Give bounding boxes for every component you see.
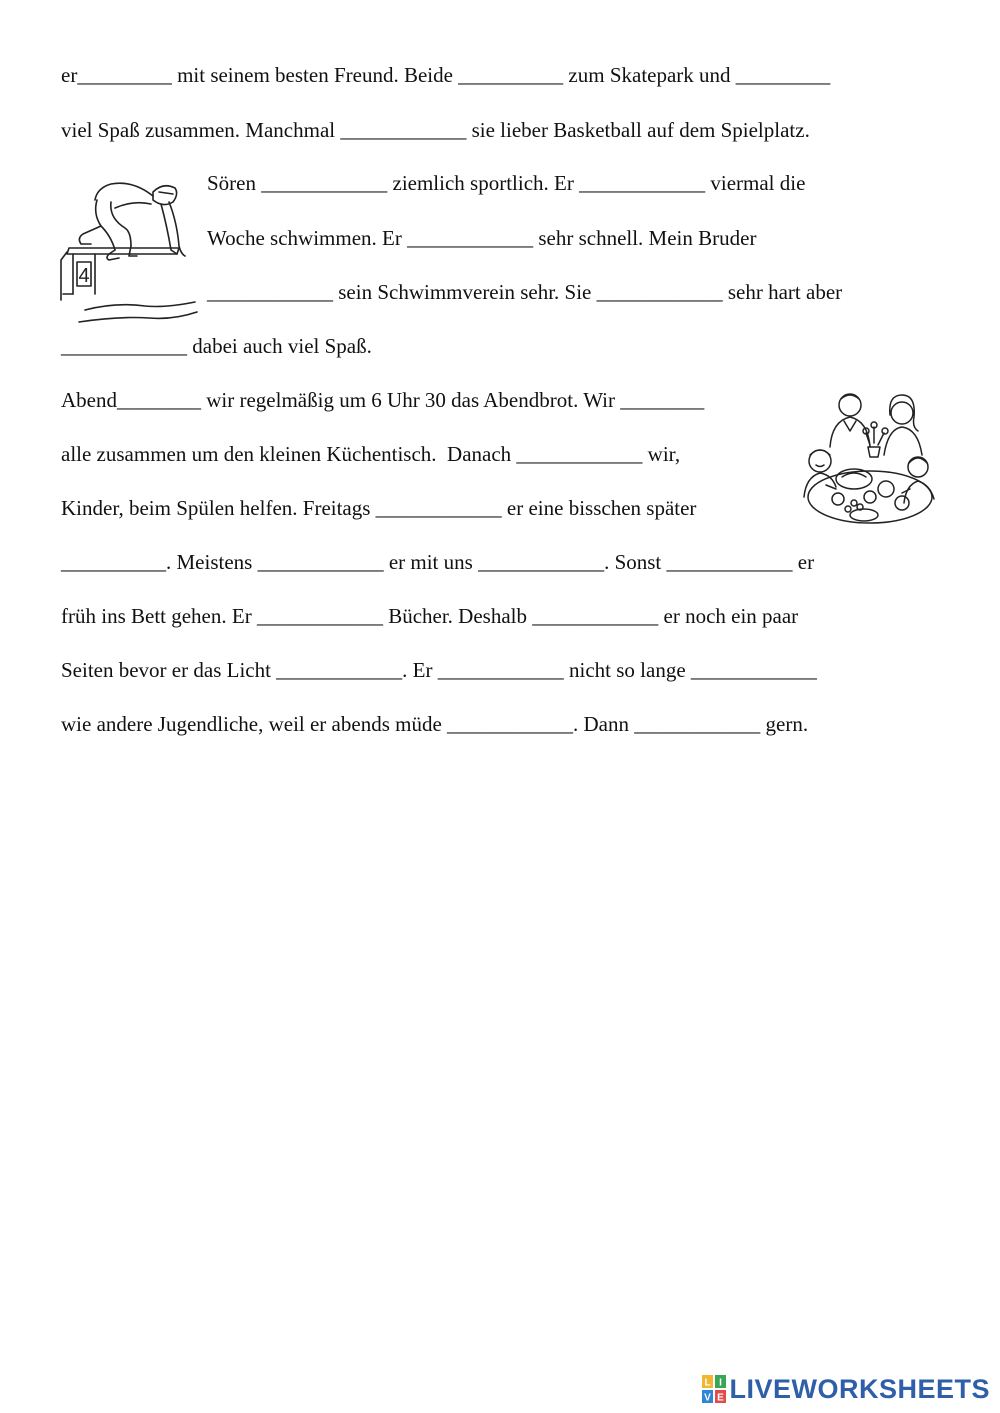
text-line: früh ins Bett gehen. Er ____________ Bücher. Deshalb ____________ er noch ein paar [61, 604, 799, 628]
text-line: wie andere Jugendliche, weil er abends müde ____________. Dann ____________ gern. [61, 712, 809, 736]
text-line: er_________ mit seinem besten Freund. Beide __________ zum Skatepark und _________ [61, 63, 831, 87]
text-line: ____________ sein Schwimmverein sehr. Sie ____________ sehr hart aber [207, 280, 843, 304]
text-line: Seiten bevor er das Licht ____________. Er ____________ nicht so lange ____________ [61, 658, 817, 682]
text-line: viel Spaß zusammen. Manchmal ____________ sie lieber Basketball auf dem Spielplatz. [61, 118, 810, 142]
text-line: Sören ____________ ziemlich sportlich. Er ____________ viermal die [207, 171, 806, 195]
liveworksheets-logo-icon [701, 1374, 727, 1404]
svg-text:L: L [704, 1377, 712, 1389]
text-line: Kinder, beim Spülen helfen. Freitags ____________ er eine bisschen später [61, 496, 697, 520]
family-dinner-illustration [798, 385, 940, 540]
block-number: 4 [78, 265, 90, 287]
brand-name: LIVEWORKSHEETS [729, 1374, 990, 1404]
swimmer-illustration [55, 170, 205, 335]
svg-text:I: I [719, 1377, 723, 1389]
family-dinner-icon [798, 385, 940, 540]
svg-text:E: E [717, 1392, 725, 1404]
liveworksheets-branding [701, 1372, 990, 1406]
svg-text:V: V [704, 1392, 712, 1404]
text-line: ____________ dabei auch viel Spaß. [61, 334, 372, 358]
swimmer-icon [55, 170, 205, 335]
text-line: __________. Meistens ____________ er mit uns ____________. Sonst ____________ er [61, 550, 815, 574]
text-line: alle zusammen um den kleinen Küchentisch. Danach ____________ wir, [61, 442, 681, 466]
text-line: Abend________ wir regelmäßig um 6 Uhr 30 das Abendbrot. Wir ________ [61, 388, 705, 412]
text-line: Woche schwimmen. Er ____________ sehr schnell. Mein Bruder [207, 226, 757, 250]
